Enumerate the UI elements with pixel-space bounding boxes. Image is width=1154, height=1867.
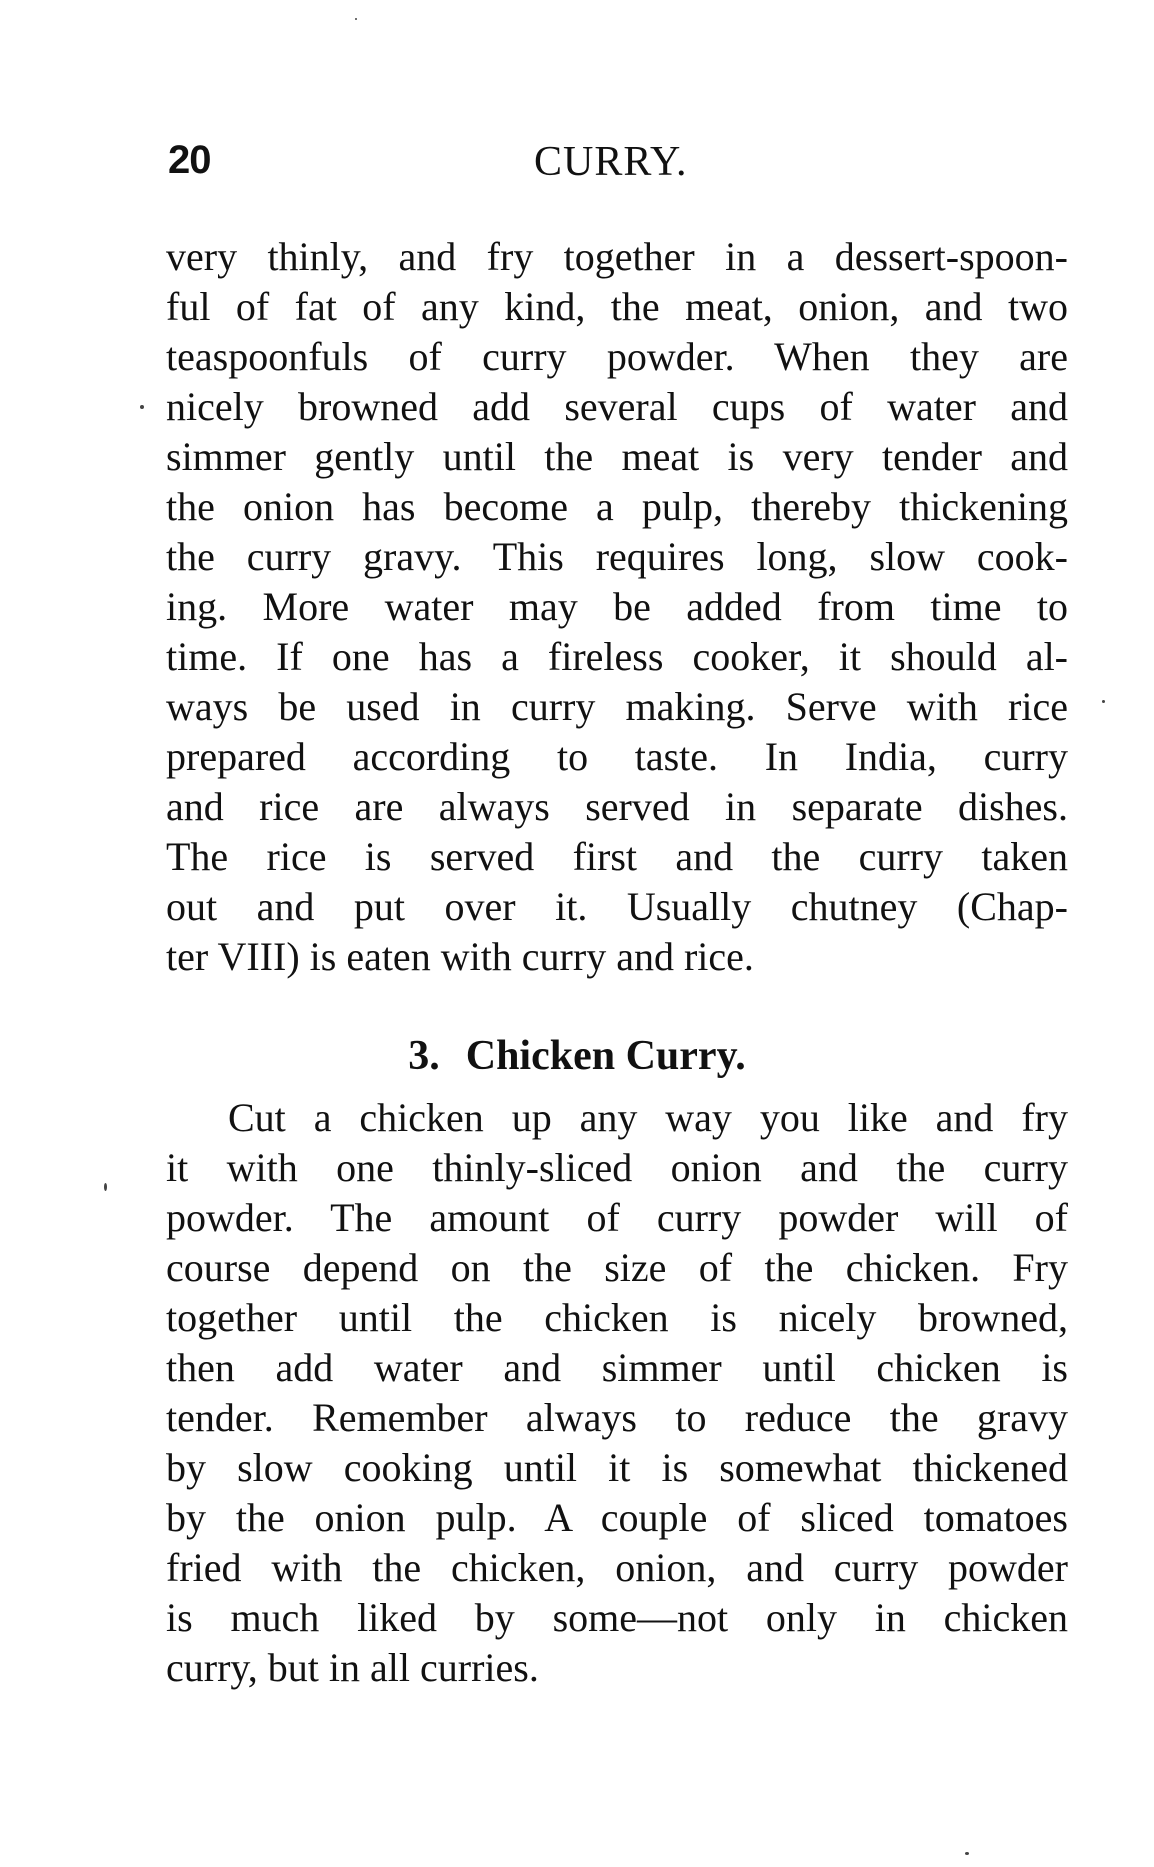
text-line: nicely browned add several cups of water and [166, 384, 1068, 429]
text-line: The rice is served first and the curry taken [166, 834, 1068, 879]
text-line: the curry gravy. This requires long, slow cook- [166, 534, 1068, 579]
text-line: by the onion pulp. A couple of sliced tomatoes [166, 1495, 1068, 1540]
running-head [168, 138, 1068, 188]
page-number: 20 [168, 138, 211, 182]
text-line: then add water and simmer until chicken is [166, 1345, 1068, 1390]
text-line: the onion has become a pulp, thereby thickening [166, 484, 1068, 529]
text-line: powder. The amount of curry powder will of [166, 1195, 1068, 1240]
text-line: very thinly, and fry together in a dessert-spoon- [166, 234, 1068, 279]
text-line: teaspoonfuls of curry powder. When they are [166, 334, 1068, 379]
paragraph-continuation [166, 232, 1068, 982]
text-line: simmer gently until the meat is very tender and [166, 434, 1068, 479]
text-line: Cut a chicken up any way you like and fry [228, 1095, 1068, 1140]
print-speck [140, 405, 144, 409]
print-speck [355, 18, 357, 20]
section-number: 3. [408, 1033, 440, 1079]
print-speck [965, 1852, 969, 1855]
text-line: curry, but in all curries. [166, 1645, 539, 1690]
running-title: CURRY. [534, 139, 688, 185]
text-line: course depend on the size of the chicken. Fry [166, 1245, 1068, 1290]
paragraph-chicken-curry [166, 1093, 1068, 1693]
text-line: prepared according to taste. In India, curry [166, 734, 1068, 779]
text-line: fried with the chicken, onion, and curry powder [166, 1545, 1068, 1590]
text-line: and rice are always served in separate dishes. [166, 784, 1068, 829]
text-line: by slow cooking until it is somewhat thickened [166, 1445, 1068, 1490]
text-line: tender. Remember always to reduce the gravy [166, 1395, 1068, 1440]
section-heading [0, 1028, 1154, 1084]
text-line: ter VIII) is eaten with curry and rice. [166, 934, 754, 979]
text-line: it with one thinly-sliced onion and the curry [166, 1145, 1068, 1190]
text-line: together until the chicken is nicely browned, [166, 1295, 1068, 1340]
text-line: is much liked by some—not only in chicken [166, 1595, 1068, 1640]
section-title: Chicken Curry. [465, 1033, 746, 1079]
text-line: ful of fat of any kind, the meat, onion, and two [166, 284, 1068, 329]
print-speck [1102, 700, 1105, 703]
text-line: out and put over it. Usually chutney (Chap- [166, 884, 1068, 929]
print-speck [104, 1183, 107, 1191]
text-line: time. If one has a fireless cooker, it should al- [166, 634, 1068, 679]
text-line: ways be used in curry making. Serve with rice [166, 684, 1068, 729]
text-line: ing. More water may be added from time to [166, 584, 1068, 629]
